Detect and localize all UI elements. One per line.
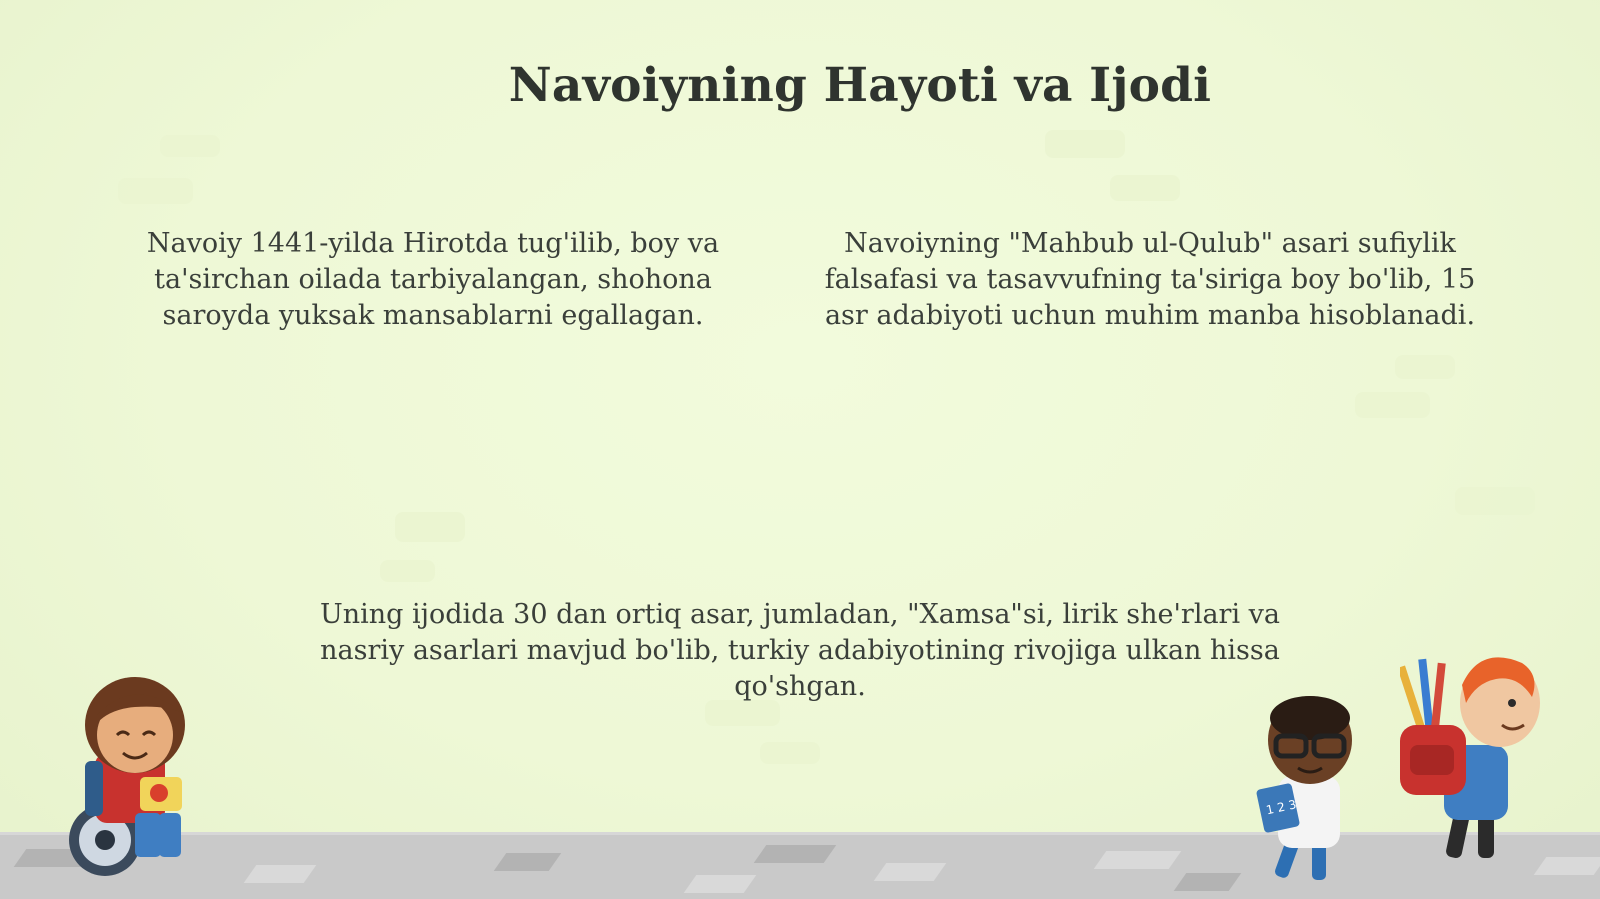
slide-title: Navoiyning Hayoti va Ijodi xyxy=(508,58,1212,113)
text-line: Uning ijodida 30 dan ortiq asar, jumladan, "Xamsa"si, lirik she'rlari va xyxy=(319,599,1281,630)
girl-wheelchair-illustration xyxy=(55,665,245,890)
text-block-works xyxy=(270,597,1330,705)
text-line: nasriy asarlari mavjud bo'lib, turkiy adabiyotining rivojiga ulkan hissa xyxy=(320,635,1280,666)
text-line: Navoiy 1441-yilda Hirotda tug'ilib, boy va xyxy=(146,228,720,259)
text-line: asr adabiyoti uchun muhim manba hisoblanadi. xyxy=(824,300,1476,331)
text-line: qo'shgan. xyxy=(734,671,866,702)
text-block-mahbub xyxy=(790,226,1510,334)
text-line: Navoiyning "Mahbub ul-Qulub" asari sufiylik xyxy=(844,228,1456,259)
svg-text:1 2 3: 1 2 3 xyxy=(1264,797,1298,818)
text-line: saroyda yuksak mansablarni egallagan. xyxy=(162,300,704,331)
text-line: falsafasi va tasavvufning ta'siriga boy bo'lib, 15 xyxy=(824,264,1476,295)
boy-glasses-books-illustration xyxy=(1250,688,1380,888)
text-line: ta'sirchan oilada tarbiyalangan, shohona xyxy=(154,264,712,295)
text-block-birth xyxy=(118,226,748,334)
boy-backpack-pencils-illustration xyxy=(1400,645,1560,875)
